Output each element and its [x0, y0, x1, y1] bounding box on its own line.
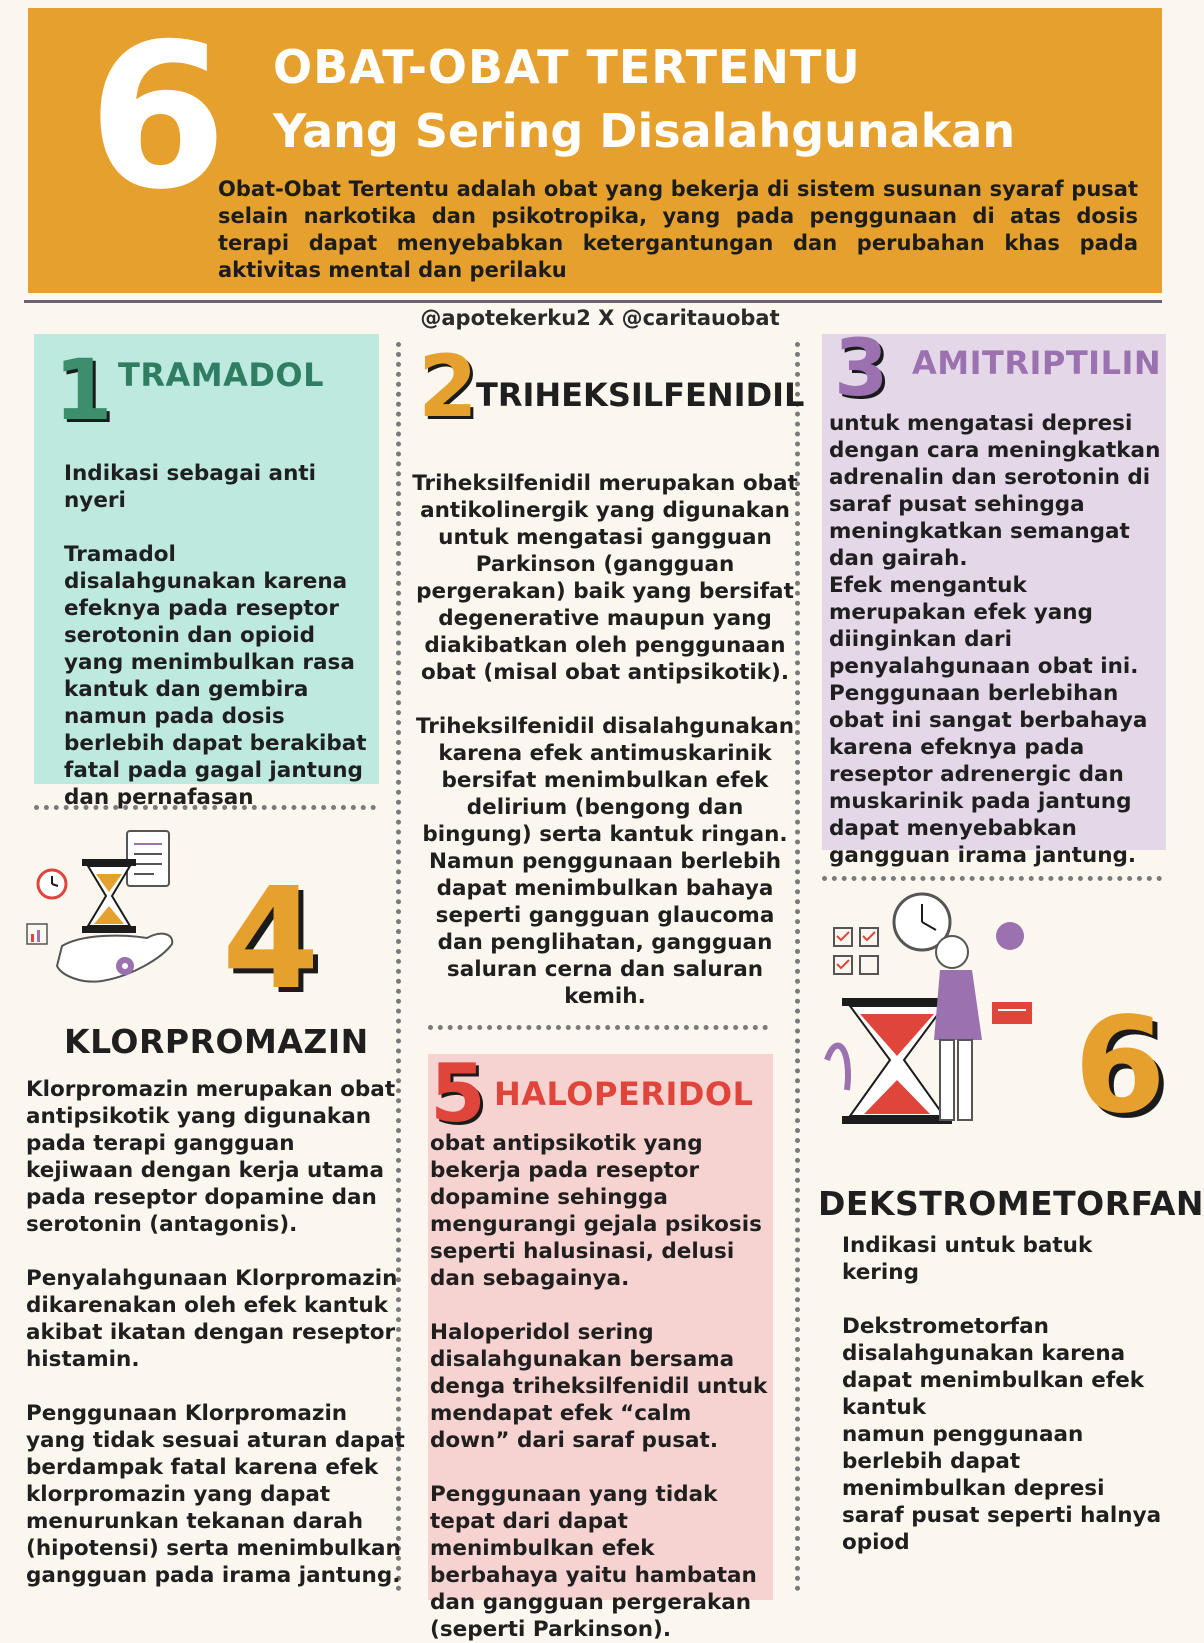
header-big-number: 6: [88, 1, 228, 234]
drug-description: untuk mengatasi depresi dengan cara meningkatkan adrenalin dan serotonin di saraf pusat sehingga meningkatkan semangat dan gairah. Efek mengantuk merupakan efek yang diinginkan dari penyalahgunaan obat ini. Penggunaan berlebihan obat ini sangat berbahaya karena efeknya pada reseptor adrenergic dan muskarinik pada jantung dapat menyebabkan gangguan irama jantung.: [829, 411, 1161, 868]
header-banner: [28, 1, 1162, 293]
drug-description: Indikasi sebagai anti nyeri Tramadol disalahgunakan karena efeknya pada reseptor serotonin dan opioid yang menimbulkan rasa kantuk dan gembira namun pada dosis berlebih dapat berakibat fatal pada gagal jantung dan pernafasan: [64, 461, 367, 810]
drug-name: KLORPROMAZIN: [64, 1022, 369, 1061]
hourglass-hand-icon: [22, 826, 192, 1001]
drug-name: DEKSTROMETORFAN: [818, 1184, 1204, 1223]
row-divider: [822, 876, 1162, 881]
credit-text: @apotekerku2 X @caritauobat: [420, 306, 780, 330]
drug-description: Klorpromazin merupakan obat antipsikotik yang digunakan pada terapi gangguan kejiwaan dengan kerja utama pada reseptor dopamine dan serotonin (antagonis). Penyalahgunaan Klorpromazin dikarenakan oleh efek kantuk akibat ikatan dengan reseptor histamin. Penggunaan Klorpromazin yang tidak sesuai aturan dapat berdampak fatal karena efek klorpromazin yang dapat menurunkan tekanan darah (hipotensi) serta menimbulkan gangguan pada irama jantung.: [26, 1077, 405, 1588]
drug-number: 2: [418, 337, 478, 437]
drug-name: TRIHEKSILFENIDIL: [476, 376, 805, 414]
drug-number: 6: [1074, 989, 1166, 1143]
drug-number: 3: [834, 324, 889, 414]
page-subtitle: Yang Sering Disalahgunakan: [273, 104, 1016, 158]
drug-name: TRAMADOL: [118, 356, 324, 394]
intro-text: Obat-Obat Tertentu adalah obat yang bekerja di sistem susunan syaraf pusat selain narkotika dan psikotropika, yang pada penggunaan di atas dosis terapi dapat menyebabkan ketergantungan dan perubahan khas pada aktivitas mental dan perilaku: [218, 177, 1138, 282]
drug-description: Indikasi untuk batuk kering Dekstrometorfan disalahgunakan karena dapat menimbulkan efek kantuk namun penggunaan berlebih dapat menimbulkan depresi saraf pusat seperti halnya opiod: [842, 1233, 1162, 1555]
drug-name: HALOPERIDOL: [494, 1075, 754, 1113]
row-divider: [428, 1025, 768, 1030]
woman-hourglass-clock-icon: [822, 890, 1062, 1140]
drug-description: obat antipsikotik yang bekerja pada reseptor dopamine sehingga mengurangi gejala psikosis seperti halusinasi, delusi dan sebagainya. Haloperidol sering disalahgunakan bersama denga triheksilfenidil untuk mendapat efek “calm down” dari saraf pusat. Penggunaan yang tidak tepat dari dapat menimbulkan efek berbahaya yaitu hambatan dan gangguan pergerakan (seperti Parkinson).: [430, 1131, 768, 1642]
drug-number: 1: [54, 341, 113, 439]
divider: [24, 300, 1162, 303]
drug-number: 4: [222, 858, 320, 1021]
drug-number: 5: [430, 1047, 486, 1140]
drug-name: AMITRIPTILIN: [912, 344, 1162, 382]
page-title: OBAT-OBAT TERTENTU: [273, 40, 861, 94]
drug-description: Triheksilfenidil merupakan obat antikolinergik yang digunakan untuk mengatasi gangguan Parkinson (gangguan pergerakan) baik yang bersifat degenerative maupun yang diakibatkan oleh penggunaan obat (misal obat antipsikotik). Triheksilfenidil disalahgunakan karena efek antimuskarinik bersifat menimbulkan efek delirium (bengong dan bingung) serta kantuk ringan. Namun penggunaan berlebih dapat menimbulkan bahaya seperti gangguan glaucoma dan penglihatan, gangguan saluran cerna dan saluran kemih.: [412, 471, 798, 1009]
